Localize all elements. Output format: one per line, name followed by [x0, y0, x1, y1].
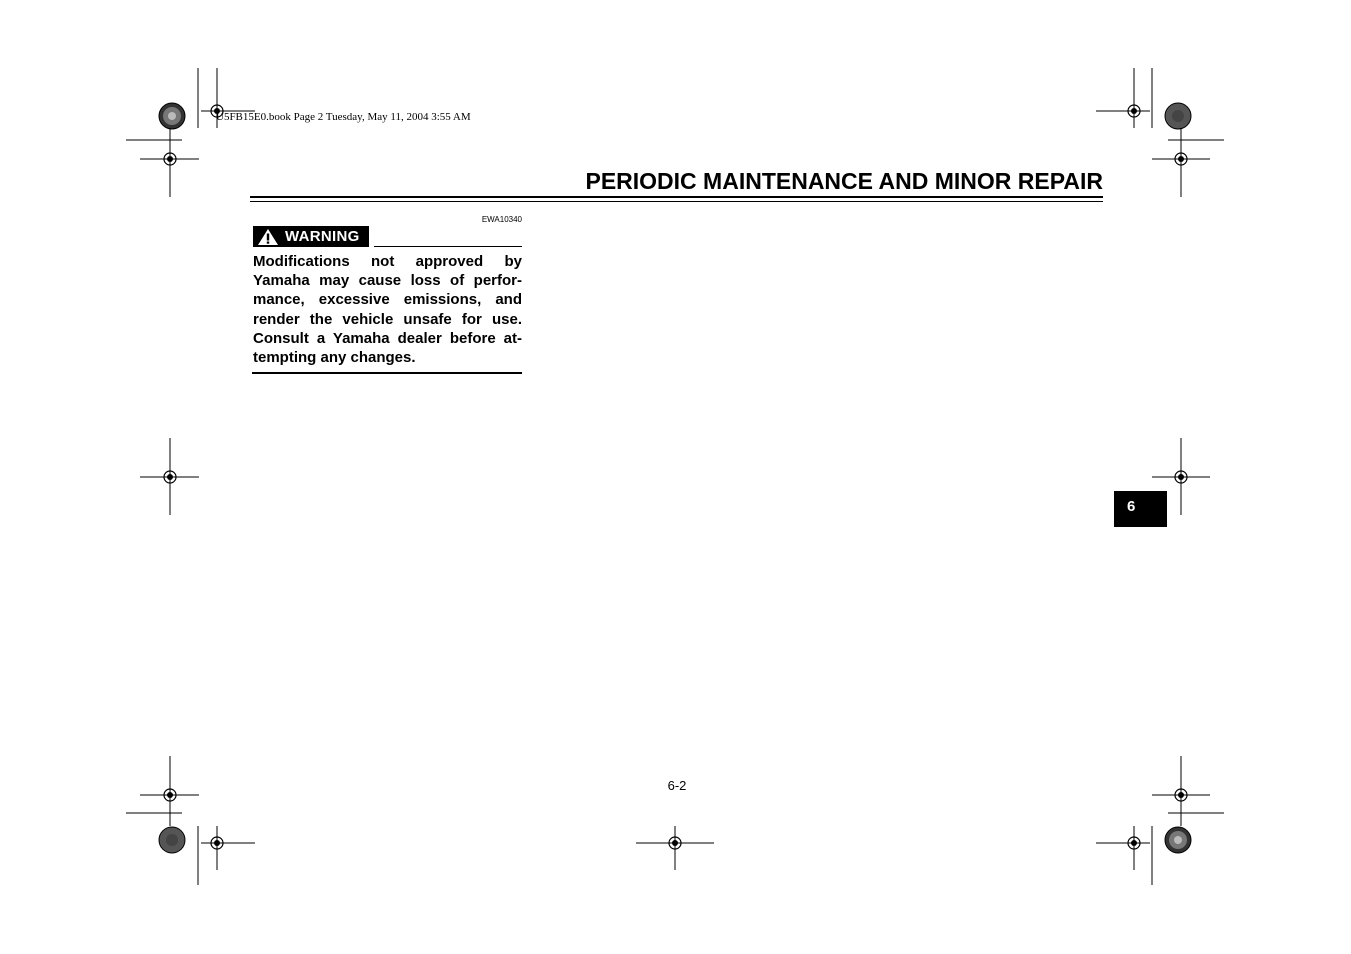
warning-badge — [253, 226, 369, 247]
chapter-tab: 6 — [1114, 491, 1167, 527]
warning-triangle-icon — [257, 228, 279, 246]
warning-code: EWA10340 — [481, 215, 522, 224]
warning-line: render the vehicle unsafe for use. — [253, 310, 522, 328]
registration-sunburst-icon — [159, 103, 185, 129]
registration-sunburst-icon — [159, 827, 185, 853]
title-rule — [250, 196, 1103, 198]
warning-line: Consult a Yamaha dealer before at- — [253, 329, 522, 347]
page-number: 6-2 — [667, 778, 687, 793]
registration-sunburst-icon — [1165, 103, 1191, 129]
warning-bottom-rule — [252, 372, 522, 374]
warning-divider — [374, 246, 522, 247]
title-rule-thin — [250, 201, 1103, 202]
warning-line: tempting any changes. — [253, 349, 416, 367]
section-title: PERIODIC MAINTENANCE AND MINOR REPAIR — [585, 168, 1103, 194]
warning-line: Modifications not approved by — [253, 253, 522, 270]
warning-body — [253, 252, 522, 367]
warning-label: WARNING — [285, 228, 360, 245]
print-header: U5FB15E0.book Page 2 Tuesday, May 11, 2004 3:55 AM — [216, 111, 471, 123]
registration-sunburst-icon — [1165, 827, 1191, 853]
warning-line: mance, excessive emissions, and — [253, 291, 522, 309]
warning-line: Yamaha may cause loss of perfor- — [253, 272, 522, 290]
